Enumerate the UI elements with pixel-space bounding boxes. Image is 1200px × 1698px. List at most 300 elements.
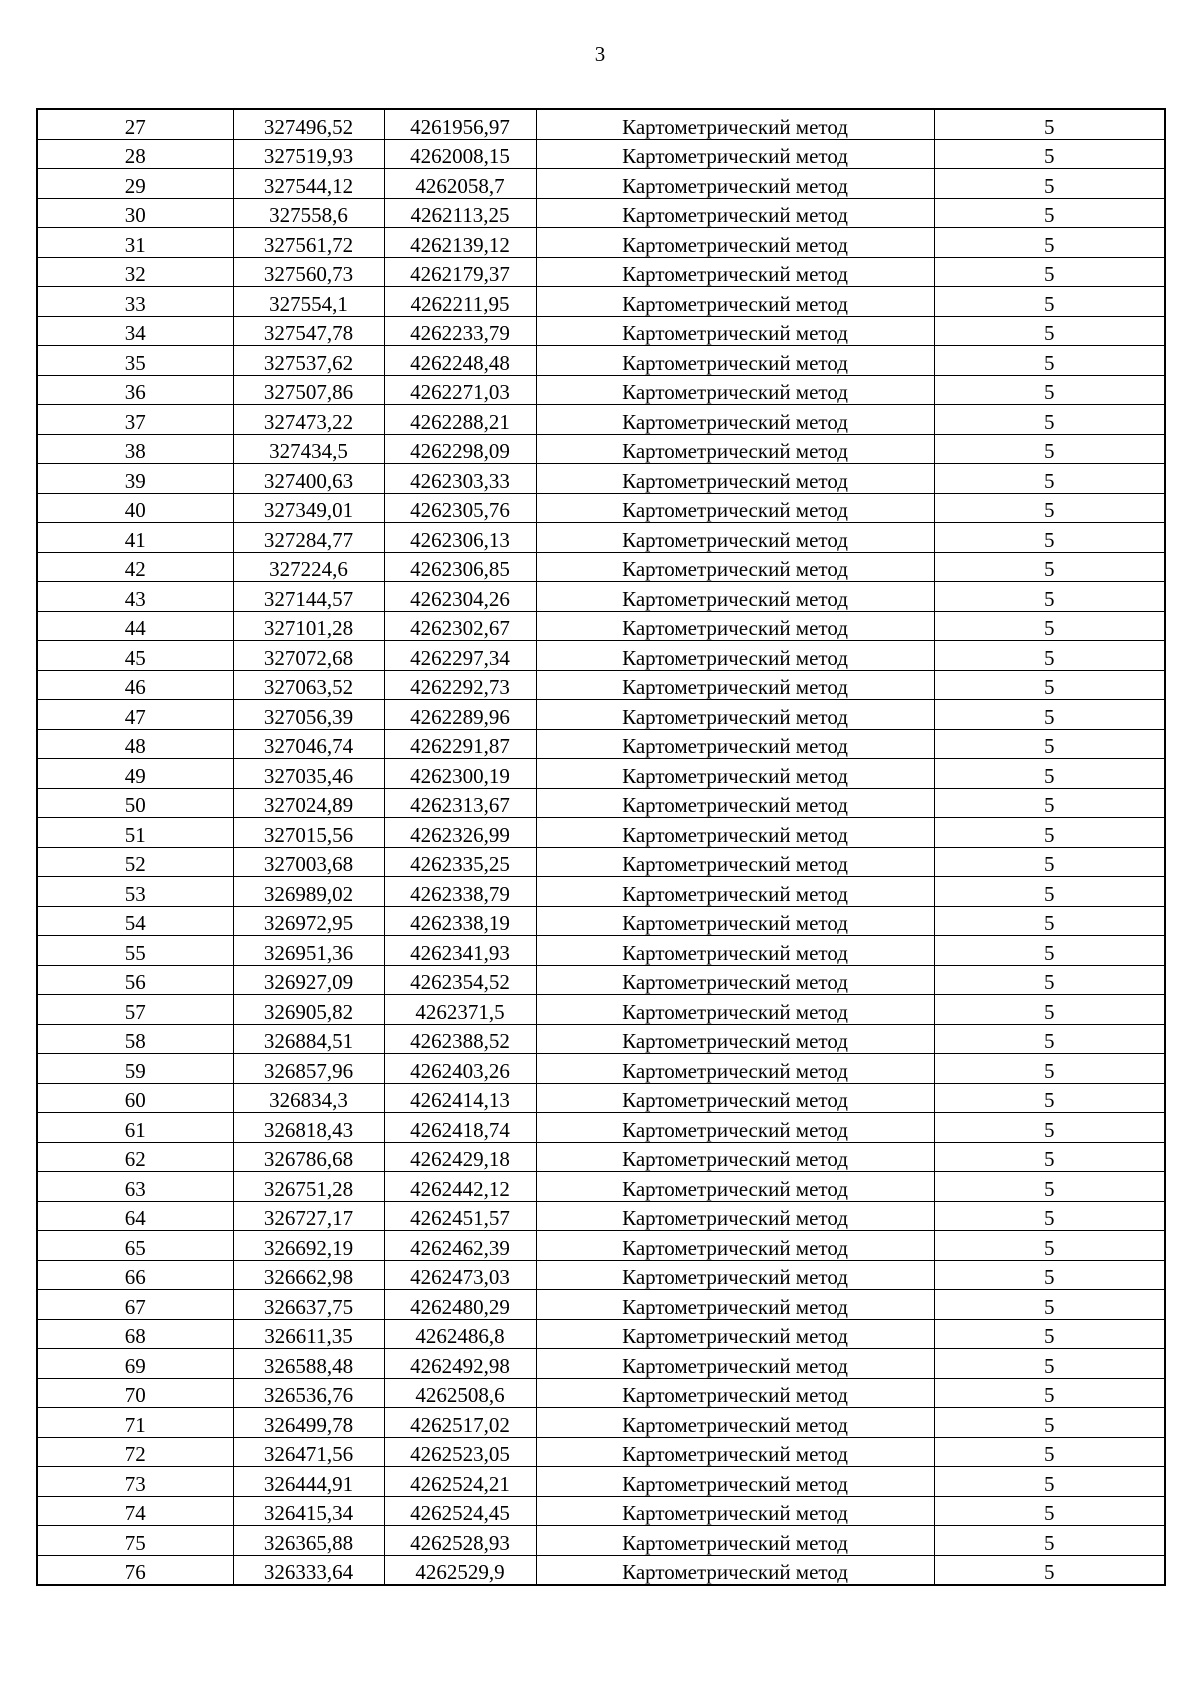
method-cell: Картометрический метод xyxy=(536,346,934,376)
y-coordinate-cell: 4262335,25 xyxy=(384,847,536,877)
y-coordinate-cell: 4262306,85 xyxy=(384,552,536,582)
point-number-cell: 48 xyxy=(37,729,233,759)
accuracy-cell: 5 xyxy=(934,936,1165,966)
point-number-cell: 30 xyxy=(37,198,233,228)
table-row xyxy=(37,700,1165,730)
x-coordinate-cell: 326905,82 xyxy=(233,995,384,1025)
method-cell: Картометрический метод xyxy=(536,641,934,671)
method-cell: Картометрический метод xyxy=(536,1437,934,1467)
table-row xyxy=(37,228,1165,258)
accuracy-cell: 5 xyxy=(934,1378,1165,1408)
point-number-cell: 32 xyxy=(37,257,233,287)
table-row xyxy=(37,788,1165,818)
method-cell: Картометрический метод xyxy=(536,552,934,582)
accuracy-cell: 5 xyxy=(934,906,1165,936)
point-number-cell: 66 xyxy=(37,1260,233,1290)
y-coordinate-cell: 4262451,57 xyxy=(384,1201,536,1231)
x-coordinate-cell: 327496,52 xyxy=(233,109,384,139)
method-cell: Картометрический метод xyxy=(536,1260,934,1290)
y-coordinate-cell: 4262291,87 xyxy=(384,729,536,759)
x-coordinate-cell: 327144,57 xyxy=(233,582,384,612)
method-cell: Картометрический метод xyxy=(536,995,934,1025)
x-coordinate-cell: 327544,12 xyxy=(233,169,384,199)
table-row xyxy=(37,965,1165,995)
point-number-cell: 46 xyxy=(37,670,233,700)
point-number-cell: 65 xyxy=(37,1231,233,1261)
x-coordinate-cell: 327046,74 xyxy=(233,729,384,759)
method-cell: Картометрический метод xyxy=(536,700,934,730)
y-coordinate-cell: 4262414,13 xyxy=(384,1083,536,1113)
y-coordinate-cell: 4262303,33 xyxy=(384,464,536,494)
y-coordinate-cell: 4262289,96 xyxy=(384,700,536,730)
y-coordinate-cell: 4262297,34 xyxy=(384,641,536,671)
point-number-cell: 43 xyxy=(37,582,233,612)
x-coordinate-cell: 326662,98 xyxy=(233,1260,384,1290)
point-number-cell: 56 xyxy=(37,965,233,995)
table-row xyxy=(37,346,1165,376)
y-coordinate-cell: 4262528,93 xyxy=(384,1526,536,1556)
table-row xyxy=(37,1113,1165,1143)
y-coordinate-cell: 4262306,13 xyxy=(384,523,536,553)
y-coordinate-cell: 4262313,67 xyxy=(384,788,536,818)
coordinates-table xyxy=(36,108,1166,1586)
x-coordinate-cell: 326536,76 xyxy=(233,1378,384,1408)
y-coordinate-cell: 4262403,26 xyxy=(384,1054,536,1084)
point-number-cell: 55 xyxy=(37,936,233,966)
point-number-cell: 53 xyxy=(37,877,233,907)
y-coordinate-cell: 4262508,6 xyxy=(384,1378,536,1408)
accuracy-cell: 5 xyxy=(934,1526,1165,1556)
x-coordinate-cell: 327560,73 xyxy=(233,257,384,287)
method-cell: Картометрический метод xyxy=(536,375,934,405)
table-row xyxy=(37,1378,1165,1408)
y-coordinate-cell: 4262326,99 xyxy=(384,818,536,848)
point-number-cell: 70 xyxy=(37,1378,233,1408)
method-cell: Картометрический метод xyxy=(536,759,934,789)
x-coordinate-cell: 327015,56 xyxy=(233,818,384,848)
y-coordinate-cell: 4262139,12 xyxy=(384,228,536,258)
accuracy-cell: 5 xyxy=(934,1024,1165,1054)
accuracy-cell: 5 xyxy=(934,700,1165,730)
point-number-cell: 40 xyxy=(37,493,233,523)
point-number-cell: 44 xyxy=(37,611,233,641)
x-coordinate-cell: 327284,77 xyxy=(233,523,384,553)
method-cell: Картометрический метод xyxy=(536,1231,934,1261)
accuracy-cell: 5 xyxy=(934,877,1165,907)
table-row xyxy=(37,1496,1165,1526)
method-cell: Картометрический метод xyxy=(536,965,934,995)
x-coordinate-cell: 326786,68 xyxy=(233,1142,384,1172)
accuracy-cell: 5 xyxy=(934,1054,1165,1084)
x-coordinate-cell: 326927,09 xyxy=(233,965,384,995)
accuracy-cell: 5 xyxy=(934,552,1165,582)
accuracy-cell: 5 xyxy=(934,493,1165,523)
x-coordinate-cell: 327519,93 xyxy=(233,139,384,169)
x-coordinate-cell: 326471,56 xyxy=(233,1437,384,1467)
accuracy-cell: 5 xyxy=(934,1467,1165,1497)
accuracy-cell: 5 xyxy=(934,523,1165,553)
x-coordinate-cell: 327537,62 xyxy=(233,346,384,376)
table-row xyxy=(37,1437,1165,1467)
method-cell: Картометрический метод xyxy=(536,670,934,700)
x-coordinate-cell: 326751,28 xyxy=(233,1172,384,1202)
accuracy-cell: 5 xyxy=(934,995,1165,1025)
y-coordinate-cell: 4262523,05 xyxy=(384,1437,536,1467)
method-cell: Картометрический метод xyxy=(536,729,934,759)
method-cell: Картометрический метод xyxy=(536,1172,934,1202)
y-coordinate-cell: 4262354,52 xyxy=(384,965,536,995)
y-coordinate-cell: 4262529,9 xyxy=(384,1555,536,1585)
table-row xyxy=(37,1142,1165,1172)
x-coordinate-cell: 326611,35 xyxy=(233,1319,384,1349)
point-number-cell: 29 xyxy=(37,169,233,199)
accuracy-cell: 5 xyxy=(934,464,1165,494)
table-row xyxy=(37,729,1165,759)
point-number-cell: 45 xyxy=(37,641,233,671)
table-row xyxy=(37,405,1165,435)
table-row xyxy=(37,1201,1165,1231)
point-number-cell: 68 xyxy=(37,1319,233,1349)
point-number-cell: 63 xyxy=(37,1172,233,1202)
point-number-cell: 54 xyxy=(37,906,233,936)
accuracy-cell: 5 xyxy=(934,1319,1165,1349)
method-cell: Картометрический метод xyxy=(536,1349,934,1379)
x-coordinate-cell: 327554,1 xyxy=(233,287,384,317)
x-coordinate-cell: 326857,96 xyxy=(233,1054,384,1084)
method-cell: Картометрический метод xyxy=(536,523,934,553)
table-row xyxy=(37,1231,1165,1261)
point-number-cell: 75 xyxy=(37,1526,233,1556)
x-coordinate-cell: 327003,68 xyxy=(233,847,384,877)
x-coordinate-cell: 327035,46 xyxy=(233,759,384,789)
y-coordinate-cell: 4262524,45 xyxy=(384,1496,536,1526)
y-coordinate-cell: 4262304,26 xyxy=(384,582,536,612)
x-coordinate-cell: 326989,02 xyxy=(233,877,384,907)
x-coordinate-cell: 326951,36 xyxy=(233,936,384,966)
point-number-cell: 73 xyxy=(37,1467,233,1497)
method-cell: Картометрический метод xyxy=(536,109,934,139)
accuracy-cell: 5 xyxy=(934,375,1165,405)
table-row xyxy=(37,1555,1165,1585)
point-number-cell: 76 xyxy=(37,1555,233,1585)
x-coordinate-cell: 327224,6 xyxy=(233,552,384,582)
x-coordinate-cell: 326972,95 xyxy=(233,906,384,936)
y-coordinate-cell: 4262480,29 xyxy=(384,1290,536,1320)
accuracy-cell: 5 xyxy=(934,1555,1165,1585)
y-coordinate-cell: 4262008,15 xyxy=(384,139,536,169)
method-cell: Картометрический метод xyxy=(536,936,934,966)
y-coordinate-cell: 4262292,73 xyxy=(384,670,536,700)
table-row xyxy=(37,375,1165,405)
x-coordinate-cell: 327561,72 xyxy=(233,228,384,258)
accuracy-cell: 5 xyxy=(934,1437,1165,1467)
method-cell: Картометрический метод xyxy=(536,287,934,317)
method-cell: Картометрический метод xyxy=(536,1054,934,1084)
table-row xyxy=(37,582,1165,612)
point-number-cell: 41 xyxy=(37,523,233,553)
point-number-cell: 61 xyxy=(37,1113,233,1143)
x-coordinate-cell: 327101,28 xyxy=(233,611,384,641)
y-coordinate-cell: 4261956,97 xyxy=(384,109,536,139)
accuracy-cell: 5 xyxy=(934,257,1165,287)
table-row xyxy=(37,936,1165,966)
page-number: 3 xyxy=(594,42,606,66)
accuracy-cell: 5 xyxy=(934,611,1165,641)
method-cell: Картометрический метод xyxy=(536,139,934,169)
method-cell: Картометрический метод xyxy=(536,582,934,612)
table-row xyxy=(37,1260,1165,1290)
y-coordinate-cell: 4262058,7 xyxy=(384,169,536,199)
accuracy-cell: 5 xyxy=(934,316,1165,346)
table-row xyxy=(37,552,1165,582)
y-coordinate-cell: 4262524,21 xyxy=(384,1467,536,1497)
accuracy-cell: 5 xyxy=(934,346,1165,376)
accuracy-cell: 5 xyxy=(934,582,1165,612)
accuracy-cell: 5 xyxy=(934,1408,1165,1438)
method-cell: Картометрический метод xyxy=(536,1113,934,1143)
accuracy-cell: 5 xyxy=(934,139,1165,169)
x-coordinate-cell: 327547,78 xyxy=(233,316,384,346)
x-coordinate-cell: 327558,6 xyxy=(233,198,384,228)
table-row xyxy=(37,169,1165,199)
point-number-cell: 64 xyxy=(37,1201,233,1231)
table-row xyxy=(37,995,1165,1025)
x-coordinate-cell: 326499,78 xyxy=(233,1408,384,1438)
method-cell: Картометрический метод xyxy=(536,1408,934,1438)
table-row xyxy=(37,611,1165,641)
table-row xyxy=(37,1024,1165,1054)
method-cell: Картометрический метод xyxy=(536,1526,934,1556)
y-coordinate-cell: 4262271,03 xyxy=(384,375,536,405)
table-row xyxy=(37,257,1165,287)
table-row xyxy=(37,493,1165,523)
method-cell: Картометрический метод xyxy=(536,1496,934,1526)
x-coordinate-cell: 326884,51 xyxy=(233,1024,384,1054)
point-number-cell: 28 xyxy=(37,139,233,169)
x-coordinate-cell: 326333,64 xyxy=(233,1555,384,1585)
accuracy-cell: 5 xyxy=(934,847,1165,877)
y-coordinate-cell: 4262233,79 xyxy=(384,316,536,346)
x-coordinate-cell: 326444,91 xyxy=(233,1467,384,1497)
table-row xyxy=(37,670,1165,700)
y-coordinate-cell: 4262371,5 xyxy=(384,995,536,1025)
point-number-cell: 36 xyxy=(37,375,233,405)
y-coordinate-cell: 4262248,48 xyxy=(384,346,536,376)
y-coordinate-cell: 4262338,79 xyxy=(384,877,536,907)
method-cell: Картометрический метод xyxy=(536,1555,934,1585)
accuracy-cell: 5 xyxy=(934,1496,1165,1526)
y-coordinate-cell: 4262462,39 xyxy=(384,1231,536,1261)
table-row xyxy=(37,316,1165,346)
x-coordinate-cell: 326818,43 xyxy=(233,1113,384,1143)
x-coordinate-cell: 326415,34 xyxy=(233,1496,384,1526)
accuracy-cell: 5 xyxy=(934,1172,1165,1202)
method-cell: Картометрический метод xyxy=(536,169,934,199)
point-number-cell: 74 xyxy=(37,1496,233,1526)
point-number-cell: 33 xyxy=(37,287,233,317)
accuracy-cell: 5 xyxy=(934,788,1165,818)
method-cell: Картометрический метод xyxy=(536,611,934,641)
table-row xyxy=(37,877,1165,907)
point-number-cell: 58 xyxy=(37,1024,233,1054)
x-coordinate-cell: 327473,22 xyxy=(233,405,384,435)
y-coordinate-cell: 4262211,95 xyxy=(384,287,536,317)
point-number-cell: 69 xyxy=(37,1349,233,1379)
accuracy-cell: 5 xyxy=(934,1083,1165,1113)
table-row xyxy=(37,139,1165,169)
table-row xyxy=(37,818,1165,848)
point-number-cell: 35 xyxy=(37,346,233,376)
table-row xyxy=(37,1408,1165,1438)
x-coordinate-cell: 327063,52 xyxy=(233,670,384,700)
point-number-cell: 62 xyxy=(37,1142,233,1172)
y-coordinate-cell: 4262492,98 xyxy=(384,1349,536,1379)
point-number-cell: 59 xyxy=(37,1054,233,1084)
method-cell: Картометрический метод xyxy=(536,1467,934,1497)
point-number-cell: 34 xyxy=(37,316,233,346)
method-cell: Картометрический метод xyxy=(536,906,934,936)
table-row xyxy=(37,1054,1165,1084)
method-cell: Картометрический метод xyxy=(536,818,934,848)
method-cell: Картометрический метод xyxy=(536,1378,934,1408)
method-cell: Картометрический метод xyxy=(536,877,934,907)
y-coordinate-cell: 4262429,18 xyxy=(384,1142,536,1172)
accuracy-cell: 5 xyxy=(934,670,1165,700)
accuracy-cell: 5 xyxy=(934,109,1165,139)
x-coordinate-cell: 326365,88 xyxy=(233,1526,384,1556)
accuracy-cell: 5 xyxy=(934,169,1165,199)
method-cell: Картометрический метод xyxy=(536,434,934,464)
table-row xyxy=(37,1319,1165,1349)
table-row xyxy=(37,1290,1165,1320)
x-coordinate-cell: 327056,39 xyxy=(233,700,384,730)
point-number-cell: 27 xyxy=(37,109,233,139)
method-cell: Картометрический метод xyxy=(536,1290,934,1320)
method-cell: Картометрический метод xyxy=(536,1201,934,1231)
method-cell: Картометрический метод xyxy=(536,1142,934,1172)
accuracy-cell: 5 xyxy=(934,287,1165,317)
y-coordinate-cell: 4262300,19 xyxy=(384,759,536,789)
accuracy-cell: 5 xyxy=(934,1260,1165,1290)
x-coordinate-cell: 327349,01 xyxy=(233,493,384,523)
table-row xyxy=(37,434,1165,464)
y-coordinate-cell: 4262179,37 xyxy=(384,257,536,287)
accuracy-cell: 5 xyxy=(934,434,1165,464)
x-coordinate-cell: 326727,17 xyxy=(233,1201,384,1231)
y-coordinate-cell: 4262517,02 xyxy=(384,1408,536,1438)
method-cell: Картометрический метод xyxy=(536,257,934,287)
method-cell: Картометрический метод xyxy=(536,493,934,523)
point-number-cell: 67 xyxy=(37,1290,233,1320)
table-row xyxy=(37,906,1165,936)
x-coordinate-cell: 326588,48 xyxy=(233,1349,384,1379)
y-coordinate-cell: 4262341,93 xyxy=(384,936,536,966)
accuracy-cell: 5 xyxy=(934,198,1165,228)
accuracy-cell: 5 xyxy=(934,965,1165,995)
accuracy-cell: 5 xyxy=(934,228,1165,258)
x-coordinate-cell: 327024,89 xyxy=(233,788,384,818)
point-number-cell: 60 xyxy=(37,1083,233,1113)
table-row xyxy=(37,759,1165,789)
point-number-cell: 51 xyxy=(37,818,233,848)
table-row xyxy=(37,641,1165,671)
table-row xyxy=(37,847,1165,877)
x-coordinate-cell: 327400,63 xyxy=(233,464,384,494)
accuracy-cell: 5 xyxy=(934,641,1165,671)
accuracy-cell: 5 xyxy=(934,759,1165,789)
x-coordinate-cell: 326692,19 xyxy=(233,1231,384,1261)
x-coordinate-cell: 327507,86 xyxy=(233,375,384,405)
y-coordinate-cell: 4262442,12 xyxy=(384,1172,536,1202)
accuracy-cell: 5 xyxy=(934,1231,1165,1261)
x-coordinate-cell: 326637,75 xyxy=(233,1290,384,1320)
accuracy-cell: 5 xyxy=(934,1290,1165,1320)
point-number-cell: 47 xyxy=(37,700,233,730)
accuracy-cell: 5 xyxy=(934,1201,1165,1231)
point-number-cell: 52 xyxy=(37,847,233,877)
method-cell: Картометрический метод xyxy=(536,788,934,818)
point-number-cell: 71 xyxy=(37,1408,233,1438)
point-number-cell: 50 xyxy=(37,788,233,818)
point-number-cell: 42 xyxy=(37,552,233,582)
coordinates-table-body xyxy=(37,109,1165,1585)
accuracy-cell: 5 xyxy=(934,405,1165,435)
table-row xyxy=(37,1083,1165,1113)
y-coordinate-cell: 4262473,03 xyxy=(384,1260,536,1290)
table-row xyxy=(37,198,1165,228)
method-cell: Картометрический метод xyxy=(536,847,934,877)
method-cell: Картометрический метод xyxy=(536,228,934,258)
y-coordinate-cell: 4262305,76 xyxy=(384,493,536,523)
x-coordinate-cell: 327434,5 xyxy=(233,434,384,464)
x-coordinate-cell: 327072,68 xyxy=(233,641,384,671)
y-coordinate-cell: 4262338,19 xyxy=(384,906,536,936)
y-coordinate-cell: 4262418,74 xyxy=(384,1113,536,1143)
point-number-cell: 37 xyxy=(37,405,233,435)
y-coordinate-cell: 4262302,67 xyxy=(384,611,536,641)
table-row xyxy=(37,523,1165,553)
accuracy-cell: 5 xyxy=(934,818,1165,848)
y-coordinate-cell: 4262388,52 xyxy=(384,1024,536,1054)
accuracy-cell: 5 xyxy=(934,729,1165,759)
y-coordinate-cell: 4262486,8 xyxy=(384,1319,536,1349)
point-number-cell: 57 xyxy=(37,995,233,1025)
table-row xyxy=(37,1349,1165,1379)
method-cell: Картометрический метод xyxy=(536,198,934,228)
table-row xyxy=(37,109,1165,139)
table-row xyxy=(37,1172,1165,1202)
y-coordinate-cell: 4262288,21 xyxy=(384,405,536,435)
point-number-cell: 39 xyxy=(37,464,233,494)
table-row xyxy=(37,464,1165,494)
point-number-cell: 49 xyxy=(37,759,233,789)
y-coordinate-cell: 4262113,25 xyxy=(384,198,536,228)
point-number-cell: 72 xyxy=(37,1437,233,1467)
accuracy-cell: 5 xyxy=(934,1349,1165,1379)
table-row xyxy=(37,1526,1165,1556)
table-row xyxy=(37,1467,1165,1497)
accuracy-cell: 5 xyxy=(934,1113,1165,1143)
method-cell: Картометрический метод xyxy=(536,1083,934,1113)
method-cell: Картометрический метод xyxy=(536,405,934,435)
accuracy-cell: 5 xyxy=(934,1142,1165,1172)
point-number-cell: 31 xyxy=(37,228,233,258)
method-cell: Картометрический метод xyxy=(536,316,934,346)
method-cell: Картометрический метод xyxy=(536,464,934,494)
method-cell: Картометрический метод xyxy=(536,1024,934,1054)
method-cell: Картометрический метод xyxy=(536,1319,934,1349)
x-coordinate-cell: 326834,3 xyxy=(233,1083,384,1113)
